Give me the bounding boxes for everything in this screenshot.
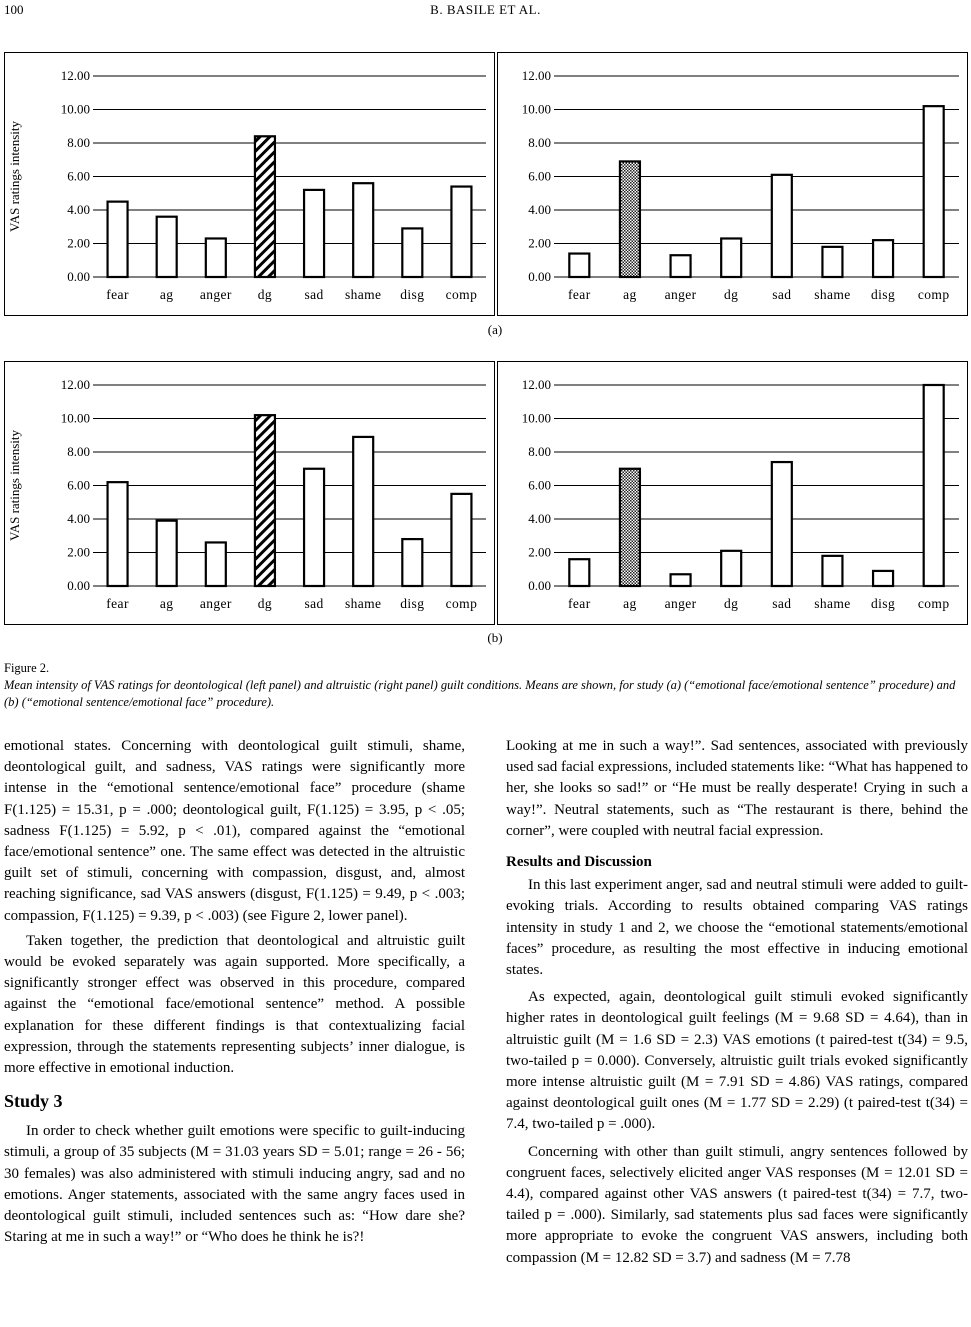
- y-tick-label: 8.00: [67, 444, 90, 459]
- bar-ag: [157, 217, 177, 277]
- bar-fear: [108, 482, 128, 586]
- body-paragraph: In order to check whether guilt emotions were specific to guilt-inducing stimuli, a group of 35 subjects (M = 31.03 years SD = 5.01; range = 26 - 56; 30 females) was also administered with stimuli inducing angry, sad and no emotions. Anger statements, associated with the same angry faces used in deontological guilt stimuli, included sentences such as: “How dare she? Staring at me in such a way!” or “Who does he think he is?!: [4, 1123, 465, 1246]
- bar-ag: [157, 521, 177, 586]
- bar-chart-b-deontological: [5, 362, 494, 624]
- subfigure-label-b: (b): [487, 630, 503, 645]
- x-tick-label: dg: [257, 596, 273, 611]
- y-tick-label: 0.00: [67, 578, 90, 593]
- y-axis-label: VAS ratings intensity: [7, 121, 22, 232]
- x-tick-label: disg: [871, 596, 896, 611]
- x-tick-label: dg: [724, 596, 739, 611]
- bar-dg: [255, 136, 275, 277]
- x-tick-label: shame: [814, 596, 851, 611]
- bar-shame: [353, 183, 373, 277]
- body-paragraph: As expected, again, deontological guilt stimuli evoked significantly higher rates in deontological guilt feelings (M = 9.68 SD = 4.64), than in altruistic guilt (M = 1.6 SD = 2.3) VAS emotions (t paired-test t(34) = 9.5, two-tailed p = 0.000). Conversely, altruistic guilt trials evoked significantly more intense altruistic guilt (M = 7.91 SD = 4.86) VAS ratings, compared against deontological guilt ones (M = 1.77 SD = 2.29) (t paired-test t(34) = 7.4, two-tailed p = .000).: [506, 989, 968, 1133]
- x-tick-label: sad: [772, 596, 792, 611]
- body-paragraph: In this last experiment anger, sad and neutral stimuli were added to guilt-evoking trials. According to results obtained comparing VAS ratings intensity in study 1 and 2, we choose the “emotional statements/emotional faces” procedure, as resulting the most effective in inducing emotional states.: [506, 877, 968, 979]
- x-tick-label: comp: [445, 287, 478, 302]
- y-tick-label: 6.00: [67, 477, 90, 493]
- bar-disg: [873, 240, 893, 277]
- y-tick-label: 2.00: [67, 544, 90, 560]
- bar-anger: [671, 574, 691, 586]
- y-axis-label: VAS ratings intensity: [7, 430, 22, 541]
- bar-sad: [304, 469, 324, 586]
- x-tick-label: fear: [568, 596, 591, 611]
- y-tick-label: 10.00: [521, 101, 551, 117]
- bar-dg: [721, 238, 741, 277]
- x-tick-label: ag: [159, 596, 174, 611]
- bar-disg: [402, 228, 422, 277]
- bar-comp: [451, 187, 471, 277]
- chart-panel-b-right: [497, 361, 968, 625]
- section-heading-study3: Study 3: [4, 1091, 63, 1112]
- y-tick-label: 6.00: [528, 168, 551, 184]
- bar-sad: [304, 190, 324, 277]
- chart-panel-a-left: [4, 52, 495, 316]
- bar-dg: [721, 551, 741, 586]
- x-tick-label: shame: [814, 287, 851, 302]
- x-tick-label: anger: [664, 596, 697, 611]
- bar-comp: [451, 494, 471, 586]
- x-tick-label: anger: [199, 287, 232, 302]
- x-tick-label: disg: [871, 287, 896, 302]
- bar-ag: [620, 469, 640, 586]
- y-tick-label: 0.00: [528, 578, 551, 593]
- left-column: [4, 736, 465, 1248]
- caption-text: Mean intensity of VAS ratings for deontological (left panel) and altruistic (right panel) guilt conditions. Means are shown, for study (a) (“emotional face/emotional sentence” procedure) and (b) (“emotional sentence/emotional face” procedure).: [4, 678, 956, 709]
- y-tick-label: 12.00: [60, 68, 90, 83]
- x-tick-label: ag: [159, 287, 174, 302]
- x-tick-label: comp: [917, 287, 950, 302]
- bar-chart-b-altruistic: [498, 362, 967, 624]
- y-tick-label: 8.00: [528, 135, 551, 150]
- bar-chart-a-deontological: [5, 53, 494, 315]
- bar-anger: [206, 542, 226, 586]
- y-tick-label: 4.00: [67, 511, 90, 526]
- chart-panel-a-right: [497, 52, 968, 316]
- y-tick-label: 0.00: [67, 269, 90, 284]
- x-tick-label: disg: [400, 287, 425, 302]
- bar-sad: [772, 462, 792, 586]
- y-tick-label: 2.00: [528, 544, 551, 560]
- y-tick-label: 6.00: [67, 168, 90, 184]
- x-tick-label: shame: [344, 596, 382, 611]
- y-tick-label: 2.00: [67, 235, 90, 251]
- y-tick-label: 8.00: [67, 135, 90, 150]
- x-tick-label: anger: [664, 287, 697, 302]
- y-tick-label: 10.00: [521, 410, 551, 426]
- body-paragraph: Looking at me in such a way!”. Sad sentences, associated with previously used sad facial expressions, included statements like: “What has happened to her, she looks so sad!” or “He must be really desperate! Crying in such a way!”. Neutral statements, such as “The restaurant is there, behind the corner”, were coupled with neutral facial expression.: [506, 738, 968, 839]
- y-tick-label: 4.00: [67, 202, 90, 217]
- x-tick-label: fear: [106, 596, 129, 611]
- chart-panel-b-left: [4, 361, 495, 625]
- caption-title: Figure 2.: [4, 661, 50, 675]
- y-tick-label: 0.00: [528, 269, 551, 284]
- page-number: 100: [4, 2, 24, 17]
- y-tick-label: 4.00: [528, 202, 551, 217]
- x-tick-label: shame: [344, 287, 382, 302]
- x-tick-label: comp: [445, 596, 478, 611]
- x-tick-label: disg: [400, 596, 425, 611]
- x-tick-label: fear: [568, 287, 591, 302]
- x-tick-label: dg: [724, 287, 739, 302]
- bar-disg: [873, 571, 893, 586]
- y-tick-label: 4.00: [528, 511, 551, 526]
- bar-fear: [569, 559, 589, 586]
- y-tick-label: 6.00: [528, 477, 551, 493]
- y-tick-label: 2.00: [528, 235, 551, 251]
- y-tick-label: 12.00: [521, 68, 551, 83]
- y-tick-label: 10.00: [60, 101, 90, 117]
- body-paragraph: Taken together, the prediction that deontological and altruistic guilt would be evoked separately was again supported. More specifically, a significantly stronger effect was observed in this procedure, compared against the “emotional face/emotional sentence” method. A possible explanation for these different findings is that contextualizing facial expression, through the statements representing subjects’ inner dialogue, is more effective in emotional induction.: [4, 932, 465, 1077]
- y-tick-label: 8.00: [528, 444, 551, 459]
- bar-shame: [822, 556, 842, 586]
- x-tick-label: comp: [917, 596, 950, 611]
- x-tick-label: ag: [623, 287, 637, 302]
- x-tick-label: sad: [304, 596, 324, 611]
- x-tick-label: ag: [623, 596, 637, 611]
- bar-anger: [671, 255, 691, 277]
- y-tick-label: 12.00: [60, 377, 90, 392]
- subfigure-label-a: (a): [487, 322, 503, 337]
- bar-fear: [569, 254, 589, 277]
- body-paragraph: emotional states. Concerning with deontological guilt stimuli, shame, deontological guilt, and sadness, VAS ratings were significantly more intense in the “emotional sentence/emotional face” procedure (shame F(1.125) = 15.31, p = .000; deontological guilt, F(1.125) = 3.95, p < .05; sadness F(1.125) = 5.92, p < .01), compared against the “emotional face/emotional sentence” one. The same effect was detected in the altruistic guilt set of stimuli, concerning with compassion, disgust, and, almost reaching significance, sad VAS answers (disgust, F(1.125) = 9.49, p < .003; compassion, F(1.125) = 9.39, p < .003) (see Figure 2, lower panel).: [4, 738, 465, 924]
- y-tick-label: 10.00: [60, 410, 90, 426]
- bar-disg: [402, 539, 422, 586]
- bar-sad: [772, 175, 792, 277]
- figure-caption: [4, 660, 968, 711]
- y-tick-label: 12.00: [521, 377, 551, 392]
- section-heading-results: Results and Discussion: [506, 854, 652, 871]
- x-tick-label: fear: [106, 287, 129, 302]
- bar-comp: [924, 385, 944, 586]
- bar-shame: [353, 437, 373, 586]
- running-head: [0, 2, 971, 20]
- right-column: [506, 736, 968, 1269]
- x-tick-label: dg: [257, 287, 273, 302]
- x-tick-label: sad: [304, 287, 324, 302]
- bar-comp: [924, 106, 944, 277]
- x-tick-label: sad: [772, 287, 792, 302]
- bar-fear: [108, 202, 128, 277]
- bar-dg: [255, 415, 275, 586]
- bar-anger: [206, 238, 226, 277]
- bar-chart-a-altruistic: [498, 53, 967, 315]
- x-tick-label: anger: [199, 596, 232, 611]
- bar-ag: [620, 161, 640, 277]
- bar-shame: [822, 247, 842, 277]
- running-authors: B. BASILE ET AL.: [430, 2, 541, 17]
- body-paragraph: Concerning with other than guilt stimuli, angry sentences followed by congruent faces, selectively elicited anger VAS responses (M = 12.01 SD = 4.4), compared against other VAS answers (t paired-test t(34) = 7.7, two-tailed p = .000). Similarly, sad statements plus sad faces were significantly more appropriate to evoke the congruent VAS answers, including both compassion (M = 12.82 SD = 3.7) and sadness (M = 7.78: [506, 1143, 968, 1266]
